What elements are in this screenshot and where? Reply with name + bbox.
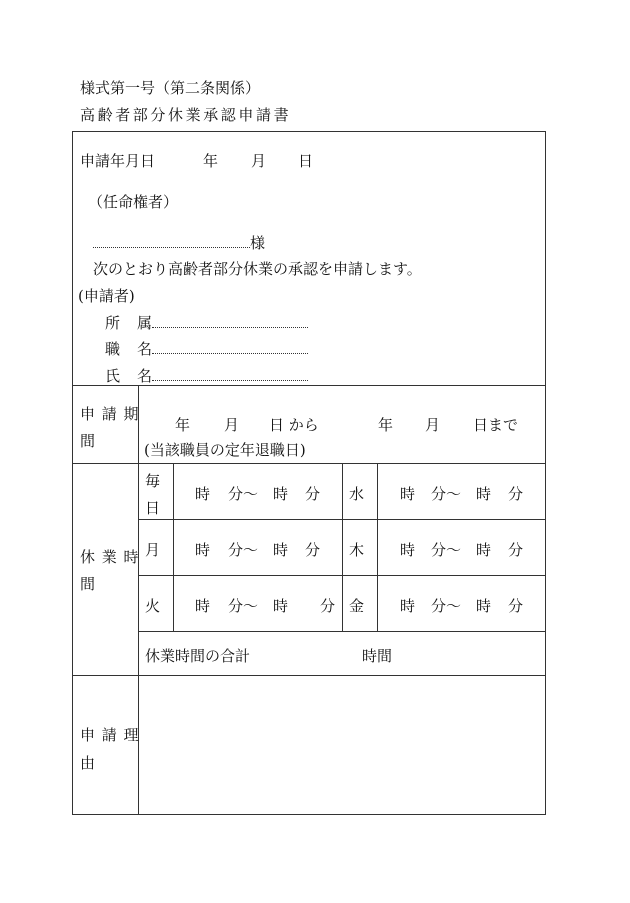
mon-label: 月: [145, 541, 161, 559]
period-from-day: 日 から: [269, 416, 319, 434]
position-line[interactable]: [105, 342, 308, 357]
fri-min-to: 分: [508, 597, 524, 615]
wed-min-to: 分: [508, 485, 524, 503]
period-to-year: 年: [378, 416, 394, 434]
date-month: 月: [251, 152, 267, 170]
fri-hour-to: 時: [476, 597, 492, 615]
thu-hour-to: 時: [476, 541, 492, 559]
daily-min-to: 分: [305, 485, 321, 503]
tue-label: 火: [145, 597, 161, 615]
period-to-month: 月: [425, 416, 441, 434]
row-divider: [72, 385, 546, 386]
column-divider: [342, 463, 343, 631]
fri-min-from: 分〜: [431, 597, 462, 615]
tue-hour-from: 時: [195, 597, 211, 615]
daily-hour-from: 時: [195, 485, 211, 503]
column-divider: [173, 463, 174, 631]
thu-label: 木: [349, 541, 365, 559]
thu-min-from: 分〜: [431, 541, 462, 559]
wed-label: 水: [349, 485, 365, 503]
wed-min-from: 分〜: [431, 485, 462, 503]
mon-hour-to: 時: [273, 541, 289, 559]
date-day: 日: [298, 152, 314, 170]
total-hours-unit: 時間: [362, 647, 393, 665]
daily-label: 毎: [145, 472, 161, 490]
period-to-day: 日まで: [473, 416, 519, 434]
addressee-line[interactable]: [93, 236, 265, 251]
period-note: (当該職員の定年退職日): [144, 441, 306, 459]
daily-hour-to: 時: [273, 485, 289, 503]
name-field[interactable]: [152, 370, 308, 381]
daily-label-2: 日: [145, 499, 161, 517]
thu-min-to: 分: [508, 541, 524, 559]
row-divider: [72, 463, 546, 464]
column-divider: [377, 463, 378, 631]
fri-label: 金: [349, 597, 365, 615]
applicant-label: (申請者): [78, 287, 135, 305]
fri-hour-from: 時: [400, 597, 416, 615]
tue-min-to: 分: [320, 597, 336, 615]
period-label-2: 間: [80, 432, 96, 450]
addressee-field[interactable]: [93, 237, 250, 248]
appointer-label: （任命権者）: [88, 193, 179, 211]
thu-hour-from: 時: [400, 541, 416, 559]
reason-label-2: 由: [80, 754, 96, 772]
name-label-b: 名: [137, 367, 153, 385]
affiliation-label-a: 所: [105, 314, 121, 332]
reason-field[interactable]: [139, 676, 545, 814]
daily-min-from: 分〜: [228, 485, 259, 503]
hours-label: 休 業 時: [80, 548, 140, 566]
date-label: 申請年月日: [80, 152, 156, 170]
position-field[interactable]: [152, 343, 308, 354]
reason-label: 申 請 理: [80, 726, 140, 744]
tue-hour-to: 時: [273, 597, 289, 615]
mon-min-to: 分: [305, 541, 321, 559]
position-label-a: 職: [105, 340, 121, 358]
wed-hour-from: 時: [400, 485, 416, 503]
mon-min-from: 分〜: [228, 541, 259, 559]
position-label-b: 名: [137, 340, 153, 358]
name-line[interactable]: [105, 369, 308, 384]
wed-hour-to: 時: [476, 485, 492, 503]
request-sentence: 次のとおり高齢者部分休業の承認を申請します。: [93, 260, 422, 278]
period-from-month: 月: [224, 416, 240, 434]
affiliation-label-b: 属: [137, 314, 153, 332]
period-label: 申 請 期: [80, 405, 140, 423]
hours-label-2: 間: [80, 575, 96, 593]
name-label-a: 氏: [105, 367, 121, 385]
period-from-year: 年: [175, 416, 191, 434]
tue-min-from: 分〜: [228, 597, 259, 615]
form-number: 様式第一号（第二条関係）: [80, 79, 261, 97]
row-divider: [138, 631, 546, 632]
date-year: 年: [203, 152, 219, 170]
mon-hour-from: 時: [195, 541, 211, 559]
total-hours-label: 休業時間の合計: [145, 647, 251, 665]
addressee-suffix: 様: [250, 234, 266, 252]
affiliation-field[interactable]: [152, 317, 308, 328]
form-title: 高齢者部分休業承認申請書: [80, 106, 292, 124]
affiliation-line[interactable]: [105, 316, 308, 331]
